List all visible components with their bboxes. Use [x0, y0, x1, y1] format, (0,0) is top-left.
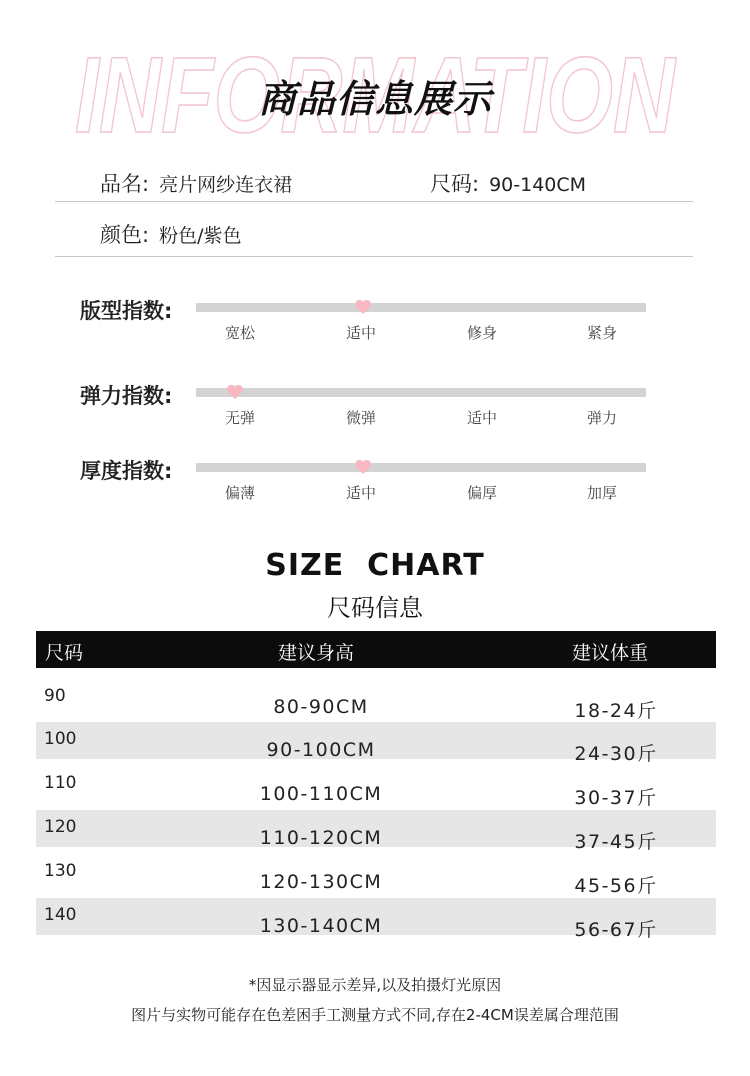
- cell-size: 120: [44, 817, 77, 837]
- fit-index-label: 版型指数:: [80, 299, 173, 323]
- elasticity-tick: 无弹: [224, 409, 255, 427]
- fit-tick: 紧身: [586, 324, 617, 342]
- page-title: 商品信息展示: [257, 77, 492, 121]
- table-row: 110 100-110CM 30-37斤: [44, 773, 658, 809]
- name-label: 品名:: [100, 172, 150, 196]
- fit-tick: 适中: [345, 324, 376, 342]
- fit-tick: 宽松: [224, 324, 255, 342]
- fit-index-bar: [196, 303, 646, 312]
- cell-size: 90: [44, 686, 66, 706]
- table-row: 140 130-140CM 56-67斤: [36, 898, 716, 935]
- table-row: 90 80-90CM 18-24斤: [44, 686, 658, 722]
- thickness-index-label: 厚度指数:: [80, 459, 173, 483]
- color-label: 颜色:: [100, 223, 150, 247]
- elasticity-tick: 微弹: [345, 409, 376, 427]
- size-chart-title-zh: 尺码信息: [327, 594, 423, 622]
- size-chart-title-en: SIZE CHART: [265, 548, 485, 583]
- table-row: 100 90-100CM 24-30斤: [36, 722, 716, 759]
- elasticity-index-bar: [196, 388, 646, 397]
- header-size: 尺码: [45, 642, 84, 664]
- table-header: [36, 631, 716, 668]
- size-label: 尺码:: [430, 172, 480, 196]
- table-row: 120 110-120CM 37-45斤: [36, 810, 716, 847]
- color-value: 粉色/紫色: [159, 225, 242, 247]
- cell-size: 110: [44, 773, 77, 793]
- thickness-tick: 加厚: [586, 484, 617, 502]
- cell-size: 140: [44, 905, 77, 925]
- divider: [55, 201, 693, 202]
- header-height: 建议身高: [278, 642, 355, 664]
- elasticity-tick: 弹力: [586, 409, 617, 427]
- footnote-2: 图片与实物可能存在色差困手工测量方式不同,存在2-4CM误差属合理范围: [131, 1006, 619, 1024]
- elasticity-index-label: 弹力指数:: [80, 384, 173, 408]
- thickness-tick: 适中: [345, 484, 376, 502]
- cell-size: 130: [44, 861, 77, 881]
- thickness-tick: 偏厚: [466, 484, 497, 502]
- cell-size: 100: [44, 729, 77, 749]
- footnote-1: *因显示器显示差异,以及拍摄灯光原因: [248, 976, 502, 994]
- thickness-index-bar: [196, 463, 646, 472]
- heart-icon: [354, 459, 372, 475]
- divider: [55, 256, 693, 257]
- elasticity-tick: 适中: [466, 409, 497, 427]
- table-row: 130 120-130CM 45-56斤: [44, 861, 658, 897]
- product-name-row: [100, 168, 292, 198]
- name-value: 亮片网纱连衣裙: [159, 174, 293, 196]
- watermark-text: INFORMATION: [75, 36, 677, 146]
- product-size-row: [430, 168, 586, 198]
- heart-icon: [226, 384, 244, 400]
- header-weight: 建议体重: [572, 642, 649, 664]
- fit-tick: 修身: [466, 324, 497, 342]
- thickness-tick: 偏薄: [224, 484, 255, 502]
- heart-icon: [354, 299, 372, 315]
- size-value: 90-140CM: [489, 174, 587, 196]
- product-color-row: [100, 219, 241, 249]
